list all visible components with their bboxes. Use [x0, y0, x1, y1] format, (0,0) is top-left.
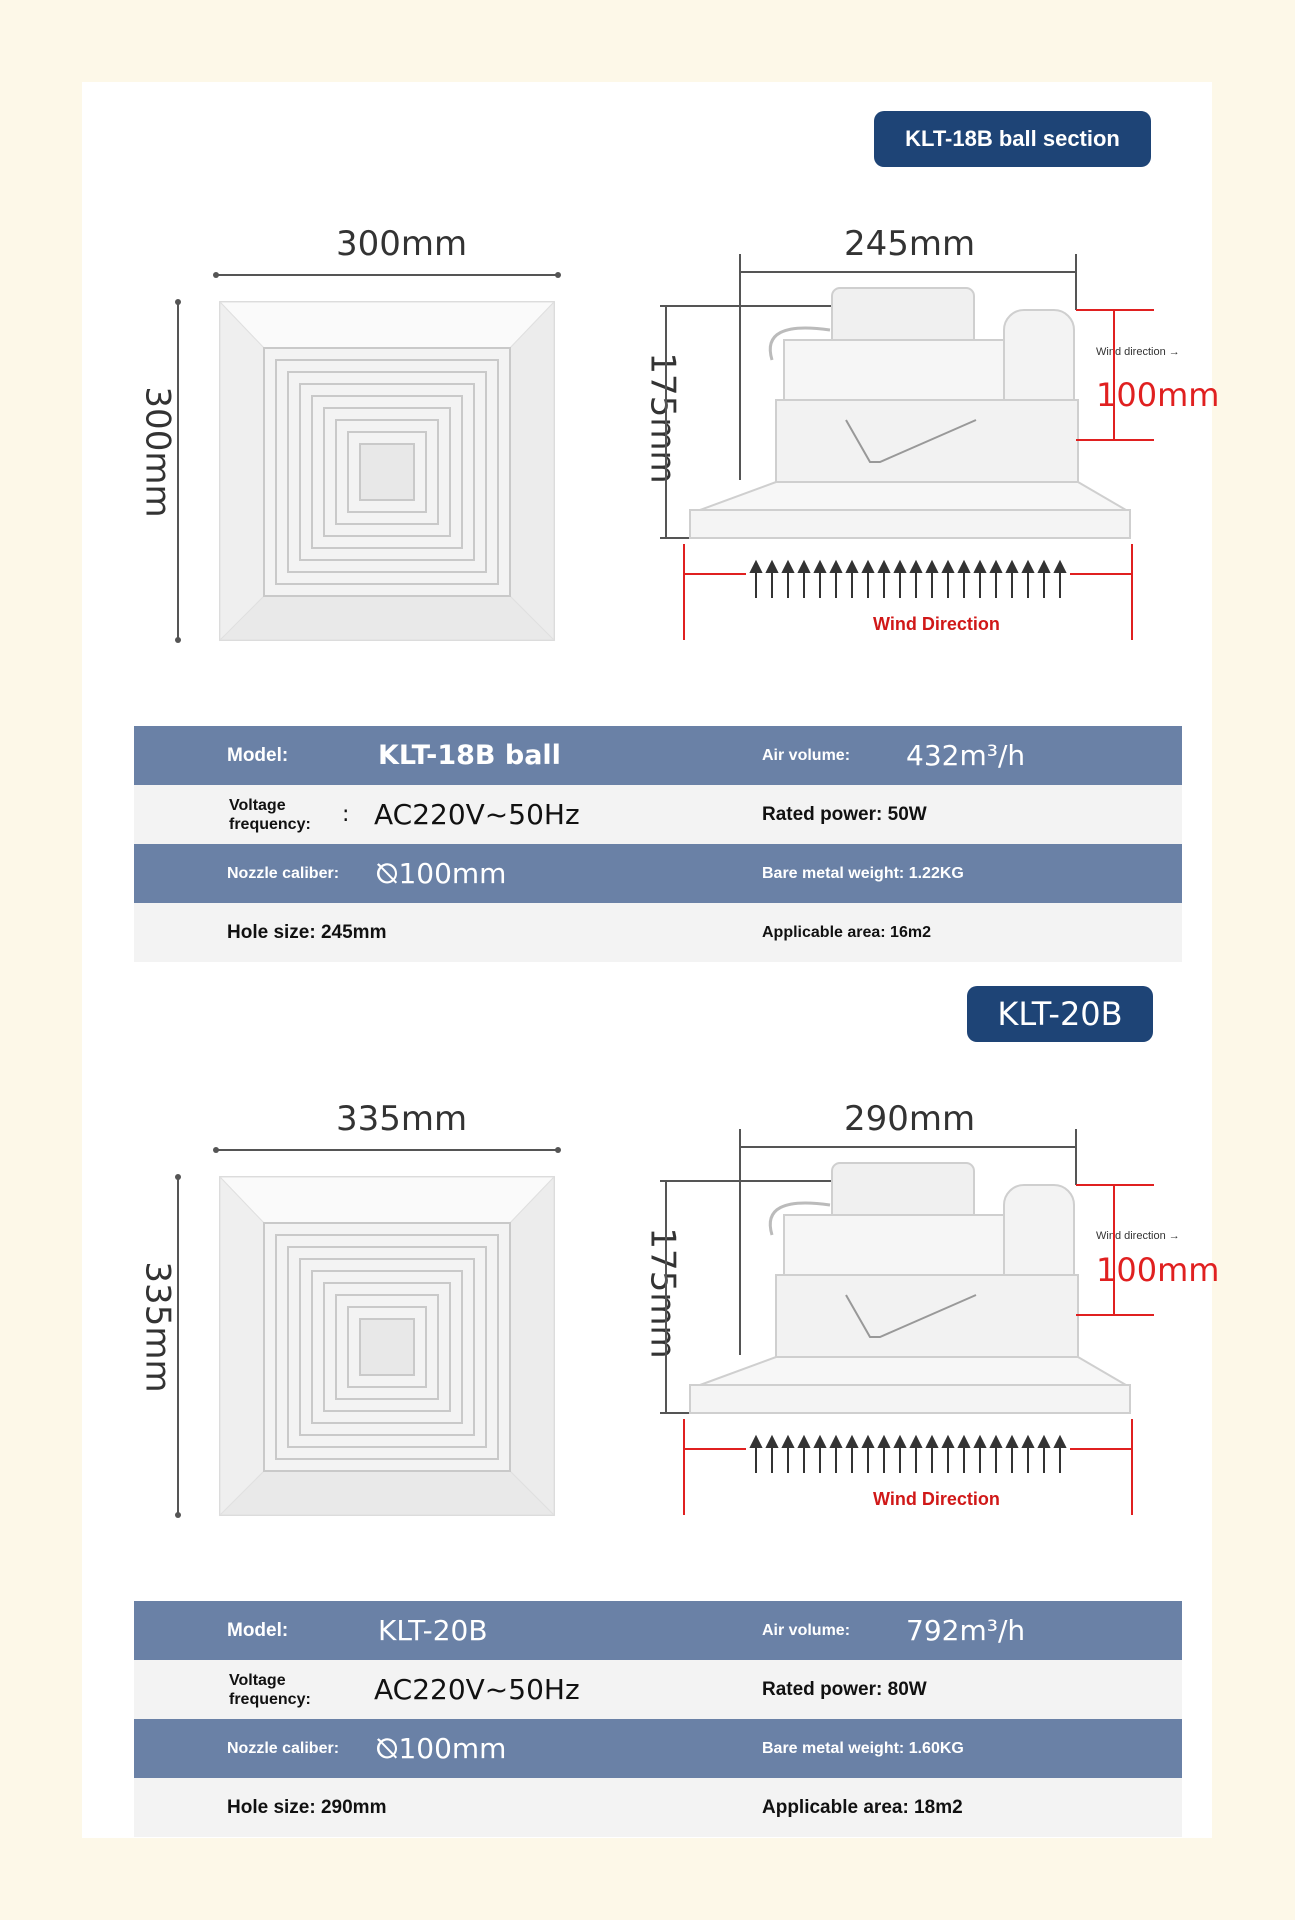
model-badge: KLT-18B ball section: [874, 111, 1151, 167]
wind-direction-small-label: Wind direction →: [1096, 1230, 1180, 1242]
nozzle-value: ⦰100mm: [376, 856, 507, 890]
voltage-label: [229, 1660, 311, 1719]
voltage-label-line2: frequency:: [229, 1690, 311, 1708]
spec-row: [134, 1660, 1182, 1719]
spec-table: [134, 1601, 1182, 1837]
spec-row: [134, 1601, 1182, 1660]
voltage-label-line2: frequency:: [229, 815, 311, 833]
model-value: KLT-18B ball: [378, 740, 561, 771]
side-width-label: 290mm: [844, 1099, 976, 1139]
voltage-value: AC220V~50Hz: [374, 798, 580, 831]
voltage-label-line1: Voltage: [229, 1671, 286, 1689]
spec-row: [134, 1719, 1182, 1778]
nozzle-value: ⦰100mm: [376, 1731, 507, 1765]
air-volume-label: Air volume:: [762, 1621, 851, 1639]
voltage-colon: :: [342, 802, 350, 827]
voltage-label-line1: Voltage: [229, 796, 286, 814]
air-volume-value: 432m³/h: [906, 739, 1026, 772]
spec-row: [134, 785, 1182, 844]
front-width-label: 335mm: [336, 1099, 468, 1139]
section-klt-20b: [0, 875, 1295, 1818]
wind-direction-label: Wind Direction: [873, 1489, 1000, 1509]
rated-power: Rated power: 80W: [762, 1678, 927, 1700]
nozzle-label: Nozzle caliber:: [227, 864, 340, 882]
rated-power: Rated power: 50W: [762, 803, 927, 825]
model-label: Model:: [227, 1619, 289, 1641]
side-height-label: 175mm: [642, 1227, 683, 1359]
outlet-size-label: 100mm: [1096, 1251, 1220, 1289]
voltage-label: [229, 785, 311, 844]
spec-row: [134, 726, 1182, 785]
wind-direction-small-label: Wind direction →: [1096, 346, 1180, 358]
front-height-label: 335mm: [137, 1261, 178, 1393]
outlet-size-label: 100mm: [1096, 376, 1220, 414]
air-volume-value: 792m³/h: [906, 1614, 1026, 1647]
applicable-area: Applicable area: 16m2: [762, 923, 931, 941]
air-volume-label: Air volume:: [762, 746, 851, 764]
front-height-label: 300mm: [137, 386, 178, 518]
front-width-label: 300mm: [336, 224, 468, 264]
model-label: Model:: [227, 744, 289, 766]
applicable-area: Applicable area: 18m2: [762, 1796, 963, 1818]
bare-metal-weight: Bare metal weight: 1.22KG: [762, 864, 964, 882]
hole-size: Hole size: 290mm: [227, 1796, 387, 1818]
side-height-label: 175mm: [642, 352, 683, 484]
hole-size: Hole size: 245mm: [227, 921, 387, 943]
voltage-value: AC220V~50Hz: [374, 1673, 580, 1706]
wind-direction-label: Wind Direction: [873, 614, 1000, 634]
bare-metal-weight: Bare metal weight: 1.60KG: [762, 1739, 964, 1757]
spec-row: [134, 1778, 1182, 1837]
side-width-label: 245mm: [844, 224, 976, 264]
section-klt-18b: [0, 0, 1295, 943]
model-value: KLT-20B: [378, 1614, 488, 1647]
model-badge: KLT-20B: [967, 986, 1153, 1042]
nozzle-label: Nozzle caliber:: [227, 1739, 340, 1757]
